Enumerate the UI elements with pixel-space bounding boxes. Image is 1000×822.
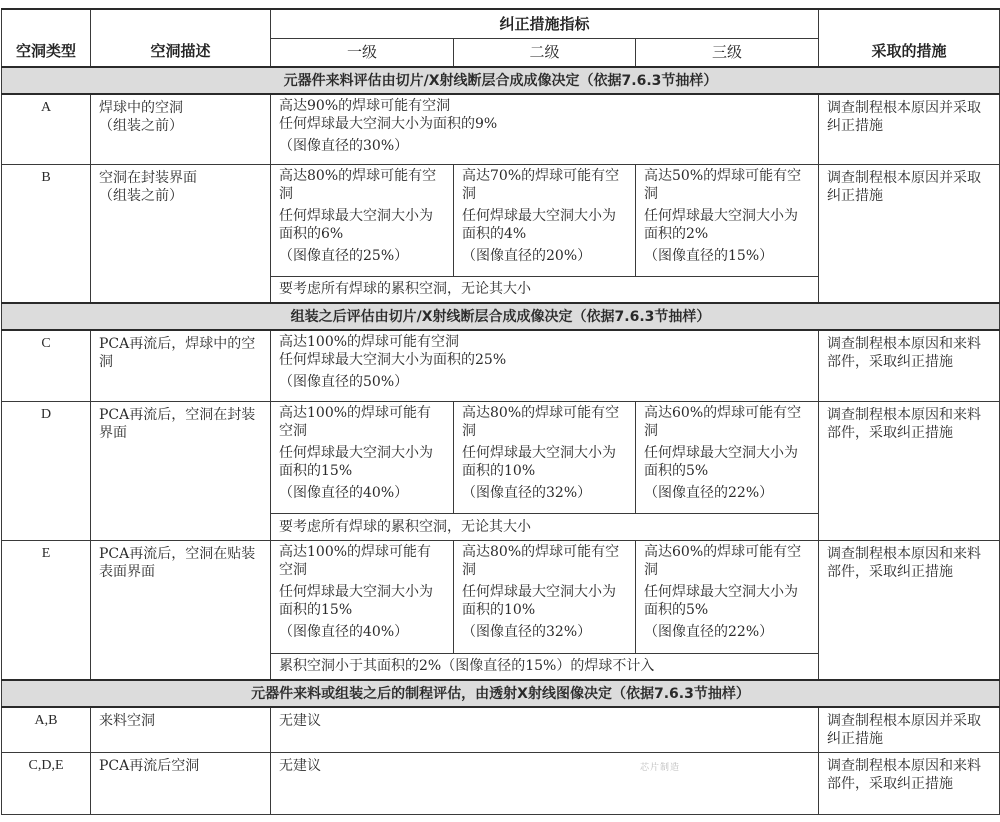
criteria-line: 任何焊球最大空洞大小为面积的15% [279, 583, 433, 618]
desc-line: 空洞在封装界面 [99, 169, 197, 186]
header-level-1: 一级 [271, 38, 454, 67]
criteria-line: 高达80%的焊球可能有空洞 [462, 543, 620, 578]
criteria-merged [271, 94, 819, 164]
criteria-line: 任何焊球最大空洞大小为面积的15% [279, 444, 433, 479]
criteria-line: 任何焊球最大空洞大小为面积的25% [279, 352, 507, 368]
criteria-line: （图像直径的22%） [644, 623, 774, 640]
void-type: C,D,E [2, 752, 91, 814]
table-row-E [2, 540, 1000, 653]
criteria-line: （图像直径的15%） [644, 247, 774, 264]
action-taken: 调查制程根本原因和来料部件，采取纠正措施 [819, 540, 1000, 680]
action-taken: 调查制程根本原因和来料部件，采取纠正措施 [819, 752, 1000, 814]
criteria-level-3 [636, 401, 819, 513]
criteria-line: 高达60%的焊球可能有空洞 [644, 543, 802, 578]
criteria-level-2 [454, 401, 636, 513]
criteria-line: 高达90%的焊球可能有空洞 [279, 98, 451, 114]
criteria-line: 高达70%的焊球可能有空洞 [462, 167, 620, 202]
table-row-C [2, 330, 1000, 401]
void-criteria-table-page [0, 8, 1000, 815]
header-action-taken: 采取的措施 [819, 9, 1000, 67]
criteria-line: （图像直径的32%） [462, 623, 592, 640]
criteria-level-2 [454, 164, 636, 276]
criteria-line: 高达80%的焊球可能有空洞 [462, 404, 620, 439]
table-row-A [2, 94, 1000, 164]
criteria-line: 任何焊球最大空洞大小为面积的2% [644, 207, 798, 242]
watermark: 芯片制造 [640, 763, 681, 773]
section-title-incoming-inspection: 元器件来料评估由切片/X射线断层合成成像决定（依据7.6.3节抽样） [2, 67, 1000, 94]
criteria-note: 要考虑所有焊球的累积空洞，无论其大小 [271, 276, 819, 303]
criteria-line: 任何焊球最大空洞大小为面积的9% [279, 116, 498, 132]
void-description [91, 94, 271, 164]
action-taken: 调查制程根本原因并采取纠正措施 [819, 94, 1000, 164]
desc-line: （组装之前） [99, 187, 183, 204]
criteria-line: 任何焊球最大空洞大小为面积的6% [279, 207, 433, 242]
criteria-note: 要考虑所有焊球的累积空洞，无论其大小 [271, 513, 819, 540]
criteria-line: （图像直径的50%） [279, 374, 409, 390]
header-level-2: 二级 [454, 38, 636, 67]
header-corrective-indicators: 纠正措施指标 [271, 9, 819, 38]
criteria-line: 任何焊球最大空洞大小为面积的5% [644, 444, 798, 479]
void-type: A [2, 94, 91, 164]
criteria-line: （图像直径的22%） [644, 484, 774, 501]
criteria-line: （图像直径的25%） [279, 247, 409, 264]
void-description: 来料空洞 [91, 707, 271, 752]
section-title-post-assembly: 组装之后评估由切片/X射线断层合成成像决定（依据7.6.3节抽样） [2, 303, 1000, 330]
void-criteria-table [1, 8, 1000, 815]
criteria-line: 任何焊球最大空洞大小为面积的5% [644, 583, 798, 618]
criteria-line: 任何焊球最大空洞大小为面积的4% [462, 207, 616, 242]
criteria-level-1 [271, 164, 454, 276]
action-taken: 调查制程根本原因并采取纠正措施 [819, 707, 1000, 752]
action-taken: 调查制程根本原因和来料部件，采取纠正措施 [819, 330, 1000, 401]
criteria-level-3 [636, 540, 819, 653]
criteria-merged: 无建议 [271, 707, 819, 752]
criteria-merged: 无建议 [271, 752, 819, 814]
desc-line: （组装之前） [99, 118, 183, 134]
criteria-level-2 [454, 540, 636, 653]
criteria-line: 高达100%的焊球可能有空洞 [279, 334, 460, 350]
criteria-line: （图像直径的40%） [279, 623, 409, 640]
void-description: PCA再流后，焊球中的空洞 [91, 330, 271, 401]
criteria-line: （图像直径的30%） [279, 138, 409, 154]
criteria-line: 高达80%的焊球可能有空洞 [279, 167, 437, 202]
void-description: PCA再流后，空洞在贴装表面界面 [91, 540, 271, 680]
desc-line: 焊球中的空洞 [99, 100, 183, 116]
criteria-line: 高达60%的焊球可能有空洞 [644, 404, 802, 439]
table-row-AB [2, 707, 1000, 752]
header-level-3: 三级 [636, 38, 819, 67]
criteria-level-1 [271, 401, 454, 513]
header-void-type: 空洞类型 [2, 9, 91, 67]
void-description: PCA再流后，空洞在封装界面 [91, 401, 271, 540]
action-taken: 调查制程根本原因并采取纠正措施 [819, 164, 1000, 303]
void-type: A,B [2, 707, 91, 752]
action-taken: 调查制程根本原因和来料部件，采取纠正措施 [819, 401, 1000, 540]
void-type: C [2, 330, 91, 401]
void-description: PCA再流后空洞 [91, 752, 271, 814]
criteria-level-1 [271, 540, 454, 653]
void-type: D [2, 401, 91, 540]
void-description [91, 164, 271, 303]
criteria-line: 任何焊球最大空洞大小为面积的10% [462, 583, 616, 618]
criteria-level-3 [636, 164, 819, 276]
void-type: E [2, 540, 91, 680]
criteria-line: （图像直径的20%） [462, 247, 592, 264]
table-row-CDE [2, 752, 1000, 814]
void-type: B [2, 164, 91, 303]
table-row-D [2, 401, 1000, 513]
criteria-line: 高达100%的焊球可能有空洞 [279, 543, 432, 578]
criteria-line: 高达50%的焊球可能有空洞 [644, 167, 802, 202]
criteria-line: 高达100%的焊球可能有空洞 [279, 404, 432, 439]
table-row-B [2, 164, 1000, 276]
header-void-description: 空洞描述 [91, 9, 271, 67]
criteria-line: （图像直径的40%） [279, 484, 409, 501]
criteria-line: 任何焊球最大空洞大小为面积的10% [462, 444, 616, 479]
criteria-merged [271, 330, 819, 401]
section-title-transmission-xray: 元器件来料或组装之后的制程评估，由透射X射线图像决定（依据7.6.3节抽样） [2, 680, 1000, 707]
criteria-note: 累积空洞小于其面积的2%（图像直径的15%）的焊球不计入 [271, 653, 819, 680]
criteria-line: （图像直径的32%） [462, 484, 592, 501]
